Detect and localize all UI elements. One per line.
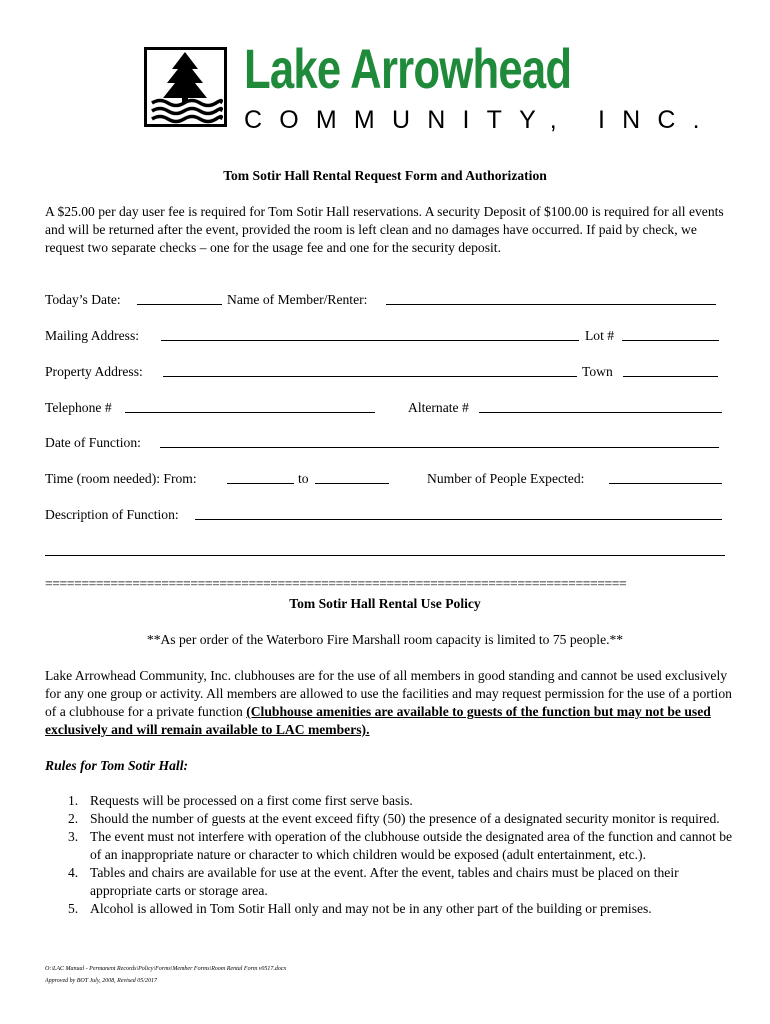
logo-subtitle: COMMUNITY, INC. [244,106,717,134]
date-of-function-field[interactable] [160,447,719,448]
rule-text: Alcohol is allowed in Tom Sotir Hall only and may not be in any other part of the building or premises. [90,901,652,916]
mailing-address-field[interactable] [161,340,579,341]
date-of-function-label: Date of Function: [45,435,141,450]
lot-field[interactable] [622,340,719,341]
property-address-field[interactable] [163,376,577,377]
rule-item [45,900,735,918]
member-name-field[interactable] [386,304,716,305]
policy-body-text: Lake Arrowhead Community, Inc. clubhouses are for the use of all members in good standing and cannot be used exclusively for any one group or activity. All members are allowed to use the facilities and may request permission for the use of a portion of a clubhouse for a private function [45,668,732,719]
rule-text: Requests will be processed on a first come first serve basis. [90,793,413,808]
description-label: Description of Function: [45,507,179,522]
people-expected-field[interactable] [609,483,722,484]
rule-number: 5. [68,901,79,916]
rule-item [45,810,735,828]
member-name-label: Name of Member/Renter: [227,292,368,307]
logo-name: Lake Arrowhead [244,37,572,100]
telephone-label: Telephone # [45,400,112,415]
time-to-label: to [298,471,309,486]
policy-body [45,667,735,739]
form-title: Tom Sotir Hall Rental Request Form and Authorization [223,168,547,183]
footer-approval: Approved by BOT July, 2008, Revised 05/2017 [45,978,157,984]
time-from-label: Time (room needed): From: [45,471,197,486]
rule-item [45,792,735,810]
time-to-field[interactable] [315,483,389,484]
property-address-label: Property Address: [45,364,143,379]
time-from-field[interactable] [227,483,294,484]
rule-number: 3. [68,829,79,844]
lake-arrowhead-logo-mark [144,47,227,127]
rules-list [45,792,735,918]
rule-item [45,828,735,864]
policy-body-emphasis: (Clubhouse amenities are available to guests of the function but may not be used exclusively and will remain available to LAC members). [45,704,711,737]
rule-item [45,864,735,900]
description-field-line-2[interactable] [45,555,725,556]
todays-date-label: Today’s Date: [45,292,121,307]
footer-file-path: O:\LAC Manual - Permanent Records\Policy\Forms\Member Forms\Room Rental Form v0517.docx [45,966,287,972]
alternate-label: Alternate # [408,400,469,415]
rule-number: 4. [68,865,79,880]
rules-heading: Rules for Tom Sotir Hall: [45,758,189,773]
description-field[interactable] [195,519,722,520]
people-expected-label: Number of People Expected: [427,471,585,486]
rule-text: Tables and chairs are available for use at the event. After the event, tables and chairs must be placed on their appropriate carts or storage area. [90,865,679,898]
todays-date-field[interactable] [137,304,222,305]
telephone-field[interactable] [125,412,375,413]
rule-number: 1. [68,793,79,808]
town-label: Town [582,364,613,379]
mailing-address-label: Mailing Address: [45,328,140,343]
fee-intro: A $25.00 per day user fee is required for Tom Sotir Hall reservations. A security Deposit of $100.00 is required for all events and will be returned after the event, provided the room is left clean and no damages have occurred. If paid by check, we request two separate checks – one for the usage fee and one for the security deposit. [45,204,724,255]
capacity-notice: **As per order of the Waterboro Fire Marshall room capacity is limited to 75 people.** [146,632,624,647]
alternate-field[interactable] [479,412,722,413]
policy-title: Tom Sotir Hall Rental Use Policy [289,596,481,611]
rule-text: The event must not interfere with operation of the clubhouse outside the designated area of the function and cannot be of an inappropriate nature or character to which children would be exposed (adult entertainment, etc.). [90,829,733,862]
rule-text: Should the number of guests at the event exceed fifty (50) the presence of a designated security monitor is required. [90,811,720,826]
lot-label: Lot # [585,328,615,343]
section-separator: ================================================================================ [45,576,627,591]
town-field[interactable] [623,376,718,377]
rule-number: 2. [68,811,79,826]
